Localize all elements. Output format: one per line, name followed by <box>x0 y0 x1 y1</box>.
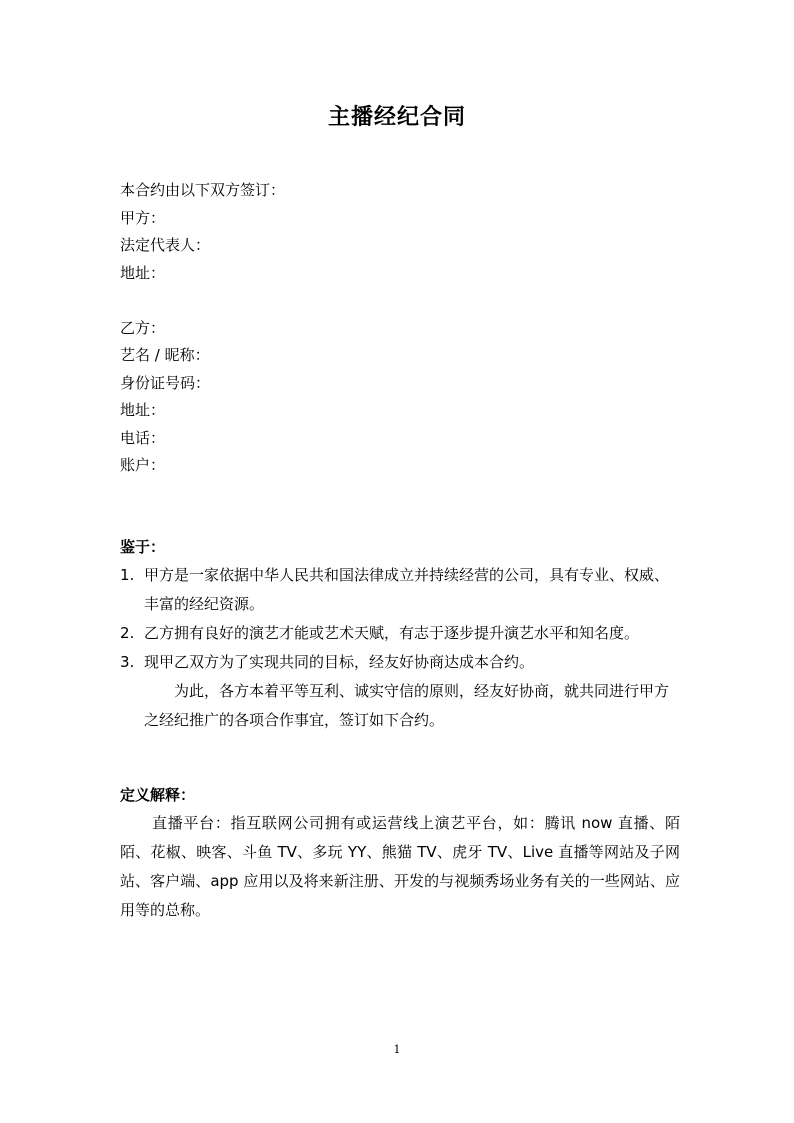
party-b-address-label: 地址： <box>120 401 166 419</box>
whereas-item <box>120 619 680 648</box>
whereas-section <box>120 533 680 735</box>
whereas-heading: 鉴于： <box>120 538 166 556</box>
intro-line: 本合约由以下双方签订： <box>120 181 286 199</box>
spacer <box>120 287 680 315</box>
definition-paragraph: 直播平台：指互联网公司拥有或运营线上演艺平台，如：腾讯 now 直播、陌陌、花椒、映客、斗鱼 TV、多玩 YY、熊猫 TV、虎牙 TV、Live 直播等网站及子网站、客户端、app 应用以及将来新注册、开发的与视频秀场业务有关的一些网站、应用等的总称。 <box>120 814 680 919</box>
whereas-item <box>120 648 680 677</box>
list-item-text: 乙方拥有良好的演艺才能或艺术天赋，有志于逐步提升演艺水平和知名度。 <box>144 624 640 642</box>
document-title: 主播经纪合同 <box>327 105 466 130</box>
account-label: 账户： <box>120 456 166 474</box>
list-item-text: 甲方是一家依据中华人民共和国法律成立并持续经营的公司，具有专业、权威、丰富的经纪资源。 <box>144 566 670 613</box>
definitions-heading: 定义解释： <box>120 786 196 804</box>
whereas-closing-paragraph: 为此，各方本着平等互利、诚实守信的原则，经友好协商，就共同进行甲方之经纪推广的各项合作事宜，签订如下合约。 <box>144 682 670 729</box>
id-number-label: 身份证号码： <box>120 373 211 392</box>
page-number: 1 <box>393 1043 401 1056</box>
parties-section <box>120 177 680 480</box>
legal-representative-label: 法定代表人： <box>120 236 211 254</box>
list-number: 1. <box>120 566 135 584</box>
list-number: 2. <box>120 624 135 642</box>
phone-label: 电话： <box>120 428 166 447</box>
party-a-address-label: 地址： <box>120 263 166 282</box>
definitions-section <box>120 781 680 925</box>
stage-name-label: 艺名 / 昵称： <box>120 346 210 364</box>
whereas-item <box>120 561 680 619</box>
list-item-text: 现甲乙双方为了实现共同的目标，经友好协商达成本合约。 <box>144 653 535 671</box>
party-b-label: 乙方： <box>120 318 166 337</box>
party-a-label: 甲方： <box>120 208 166 227</box>
list-number: 3. <box>120 653 135 671</box>
